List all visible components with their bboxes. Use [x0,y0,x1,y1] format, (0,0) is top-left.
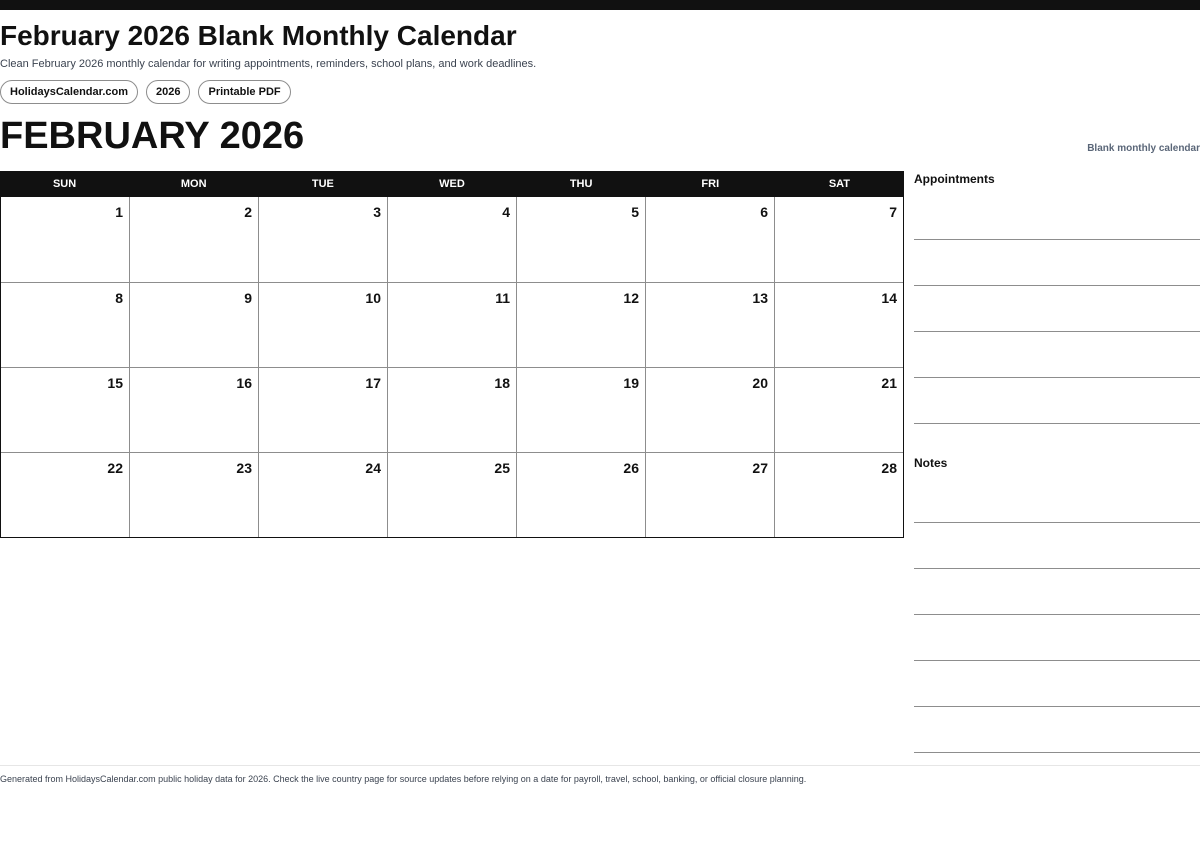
calendar-day-cell[interactable] [387,453,516,537]
calendar-day-cell[interactable] [1,197,129,282]
chip-site[interactable]: HolidaysCalendar.com [0,80,138,104]
note-line[interactable] [914,707,1200,753]
day-number: 4 [502,204,510,220]
day-number: 3 [373,204,381,220]
notes-panel [914,455,1200,753]
day-number: 8 [115,290,123,306]
calendar-day-cell[interactable] [387,283,516,367]
day-number: 6 [760,204,768,220]
weekday-fri: FRI [701,178,720,190]
calendar-week-row [1,367,903,452]
note-line[interactable] [914,661,1200,707]
weekday-sat: SAT [828,178,850,190]
weekday-header [0,171,904,197]
calendar-week-row [1,197,903,282]
calendar-day-cell[interactable] [258,197,387,282]
chip-year[interactable]: 2026 [146,80,190,104]
day-number: 25 [494,460,510,476]
day-number: 14 [881,290,897,306]
page-subtitle: Clean February 2026 monthly calendar for writing appointments, reminders, school plans, and work deadlines. [0,58,537,70]
note-line[interactable] [914,477,1200,523]
appointment-line[interactable] [914,240,1200,286]
calendar-day-cell[interactable] [258,453,387,537]
day-number: 17 [365,375,381,391]
day-number: 7 [889,204,897,220]
day-number: 27 [752,460,768,476]
page-title: February 2026 Blank Monthly Calendar [0,20,517,51]
day-number: 16 [236,375,252,391]
note-line[interactable] [914,615,1200,661]
calendar-day-cell[interactable] [129,197,258,282]
day-number: 19 [623,375,639,391]
appointments-lines [914,187,1200,424]
calendar-caption: Blank monthly calendar [1087,143,1200,154]
appointment-line[interactable] [914,194,1200,240]
weekday-sun: SUN [52,178,77,190]
calendar-week-row [1,282,903,367]
calendar-day-cell[interactable] [774,453,903,537]
day-number: 23 [236,460,252,476]
calendar-day-cell[interactable] [129,453,258,537]
calendar-day-cell[interactable] [129,283,258,367]
calendar-day-cell[interactable] [774,283,903,367]
calendar-day-cell[interactable] [1,368,129,452]
calendar-day-cell[interactable] [129,368,258,452]
day-number: 15 [107,375,123,391]
day-number: 13 [752,290,768,306]
day-number: 5 [631,204,639,220]
day-number: 18 [494,375,510,391]
day-number: 21 [881,375,897,391]
day-number: 24 [365,460,381,476]
weekday-thu: THU [569,178,593,190]
month-title: FEBRUARY 2026 [0,115,305,157]
day-number: 10 [365,290,381,306]
day-number: 12 [623,290,639,306]
appointment-line[interactable] [914,378,1200,424]
calendar-day-cell[interactable] [645,197,774,282]
day-number: 2 [244,204,252,220]
calendar-day-cell[interactable] [516,453,645,537]
footer-divider [0,765,1200,766]
calendar-day-cell[interactable] [645,453,774,537]
appointment-line[interactable] [914,332,1200,378]
chip-row [0,80,291,104]
weekday-mon: MON [180,178,207,190]
appointments-panel [914,171,1200,424]
calendar-day-cell[interactable] [645,283,774,367]
calendar-grid [0,171,904,538]
day-number: 20 [752,375,768,391]
calendar-day-cell[interactable] [516,197,645,282]
calendar-day-cell[interactable] [387,197,516,282]
day-number: 9 [244,290,252,306]
day-number: 28 [881,460,897,476]
calendar-day-cell[interactable] [1,283,129,367]
calendar-day-cell[interactable] [774,368,903,452]
note-line[interactable] [914,569,1200,615]
calendar-weeks [0,197,904,538]
day-number: 11 [495,290,510,306]
appointments-heading: Appointments [914,172,995,186]
calendar-day-cell[interactable] [1,453,129,537]
day-number: 26 [623,460,639,476]
weekday-wed: WED [439,178,465,190]
notes-heading: Notes [914,456,948,470]
calendar-day-cell[interactable] [258,368,387,452]
weekday-tue: TUE [311,178,334,190]
calendar-day-cell[interactable] [258,283,387,367]
notes-lines [914,471,1200,753]
appointment-line[interactable] [914,286,1200,332]
calendar-day-cell[interactable] [774,197,903,282]
day-number: 1 [115,204,123,220]
note-line[interactable] [914,523,1200,569]
day-number: 22 [107,460,123,476]
footer-note: Generated from HolidaysCalendar.com public holiday data for 2026. Check the live country page for source updates before relying on a date for payroll, travel, school, banking, or official closure planning. [0,774,807,784]
calendar-week-row [1,452,903,537]
chip-printable-pdf[interactable]: Printable PDF [198,80,290,104]
calendar-day-cell[interactable] [516,368,645,452]
top-bar [0,0,1200,10]
calendar-day-cell[interactable] [645,368,774,452]
calendar-day-cell[interactable] [516,283,645,367]
calendar-day-cell[interactable] [387,368,516,452]
